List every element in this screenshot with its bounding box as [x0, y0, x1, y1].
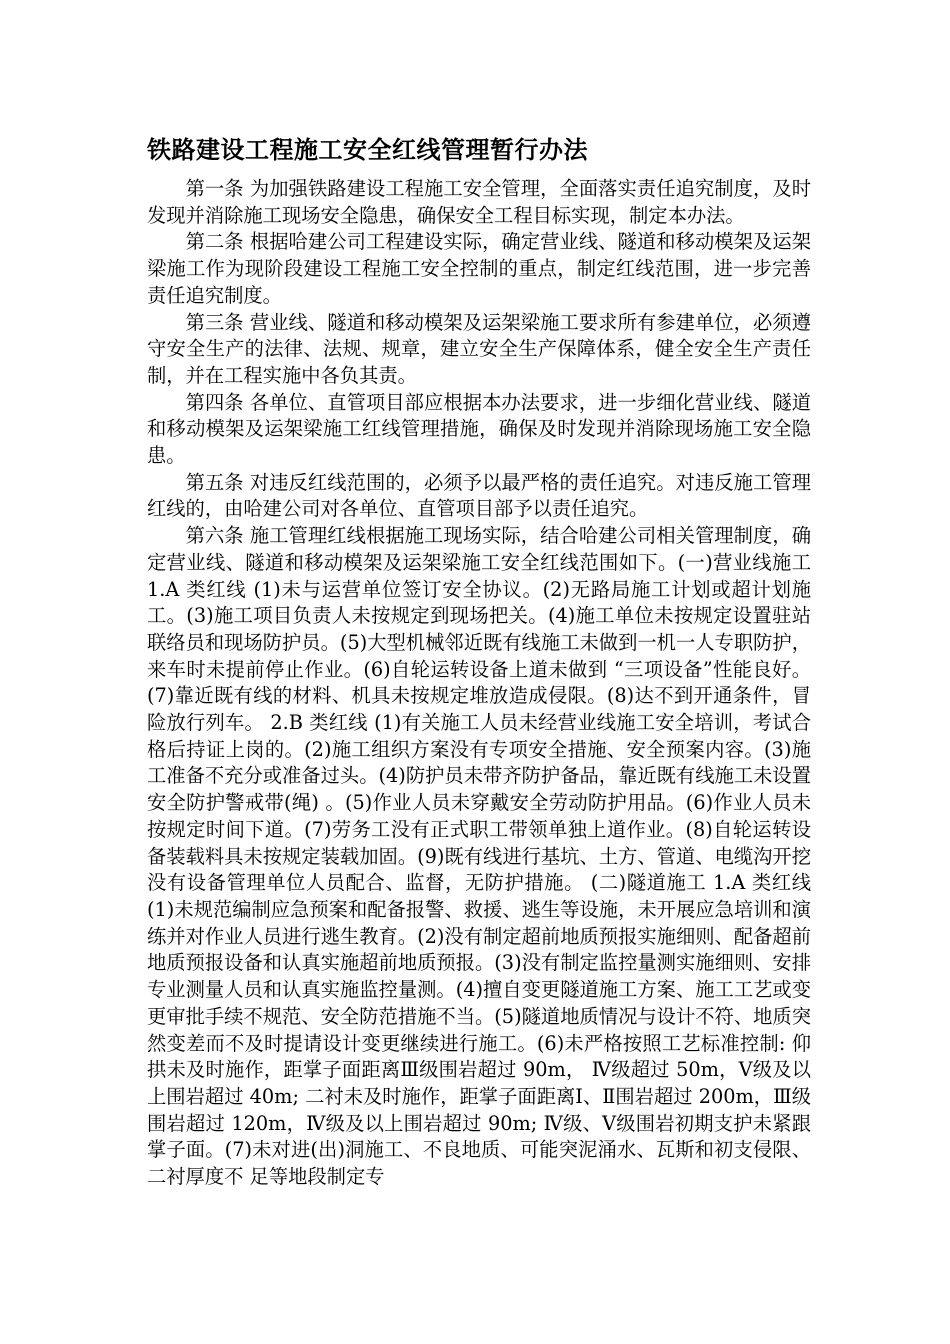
article-1-paragraph: 第一条 为加强铁路建设工程施工安全管理，全面落实责任追究制度，及时发现并消除施工现场安全隐患，确保安全工程目标实现，制定本办法。 [147, 177, 811, 227]
article-6-paragraph: 第六条 施工管理红线根据施工现场实际，结合哈建公司相关管理制度，确定营业线、隧道和移动模架及运架梁施工安全红线范围如下。(一)营业线施工 1.A 类红线 (1)未与运营单位签订安全协议。(2)无路局施工计划或超计划施工。(3)施工项目负责人未按规定到现场把关。(4)施工单位未按规定设置驻站联络员和现场防护员。(5)大型机械邻近既有线施工未做到一机一人专职防护，来车时未提前停止作业。(6)自轮运转设备上道未做到 “三项设备”性能良好。(7)靠近既有线的材料、机具未按规定堆放造成侵限。(8)达不到开通条件，冒险放行列车。 2.B 类红线 (1)有关施工人员未经营业线施工安全培训，考试合格后持证上岗的。(2)施工组织方案没有专项安全措施、安全预案内容。(3)施工准备不充分或准备过头。(4)防护员未带齐防护备品，靠近既有线施工未设置安全防护警戒带(绳) 。(5)作业人员未穿戴安全劳动防护用品。(6)作业人员未按规定时间下道。(7)劳务工没有正式职工带领单独上道作业。(8)自轮运转设备装载料具未按规定装载加固。(9)既有线进行基坑、土方、管道、电缆沟开挖没有设备管理单位人员配合、监督，无防护措施。 (二)隧道施工 1.A 类红线(1)未规范编制应急预案和配备报警、救援、逃生等设施，未开展应急培训和演练并对作业人员进行逃生教育。(2)没有制定超前地质预报实施细则、配备超前地质预报设备和认真实施超前地质预报。(3)没有制定监控量测实施细则、安排专业测量人员和认真实施监控量测。(4)擅自变更隧道施工方案、施工工艺或变更审批手续不规范、安全防范措施不当。(5)隧道地质情况与设计不符、地质突然变差而不及时提请设计变更继续进行施工。(6)未严格按照工艺标准控制: 仰拱未及时施作，距掌子面距离Ⅲ级围岩超过 90m， Ⅳ级超过 50m，Ⅴ级及以上围岩超过 40m; 二衬未及时施作，距掌子面距离Ⅰ、Ⅱ围岩超过 200m，Ⅲ级围岩超过 120m，Ⅳ级及以上围岩超过 90m; Ⅳ级、Ⅴ级围岩初期支护未紧跟掌子面。(7)未对进(出)洞施工、不良地质、可能突泥涌水、瓦斯和初支侵限、二衬厚度不 足等地段制定专 [147, 524, 811, 1189]
article-3-paragraph: 第三条 营业线、隧道和移动模架及运架梁施工要求所有参建单位，必须遵守安全生产的法律、法规、规章，建立安全生产保障体系，健全安全生产责任制，并在工程实施中各负其责。 [147, 310, 811, 387]
document-page [147, 133, 811, 1191]
document-title: 铁路建设工程施工安全红线管理暂行办法 [147, 136, 588, 164]
article-4-paragraph: 第四条 各单位、直管项目部应根据本办法要求，进一步细化营业线、隧道和移动模架及运架梁施工红线管理措施，确保及时发现并消除现场施工安全隐患。 [147, 390, 811, 468]
article-2-paragraph: 第二条 根据哈建公司工程建设实际，确定营业线、隧道和移动模架及运架梁施工作为现阶段建设工程施工安全控制的重点，制定红线范围，进一步完善责任追究制度。 [147, 230, 811, 307]
article-5-paragraph: 第五条 对违反红线范围的，必须予以最严格的责任追究。对违反施工管理红线的，由哈建公司对各单位、直管项目部予以责任追究。 [147, 470, 811, 521]
